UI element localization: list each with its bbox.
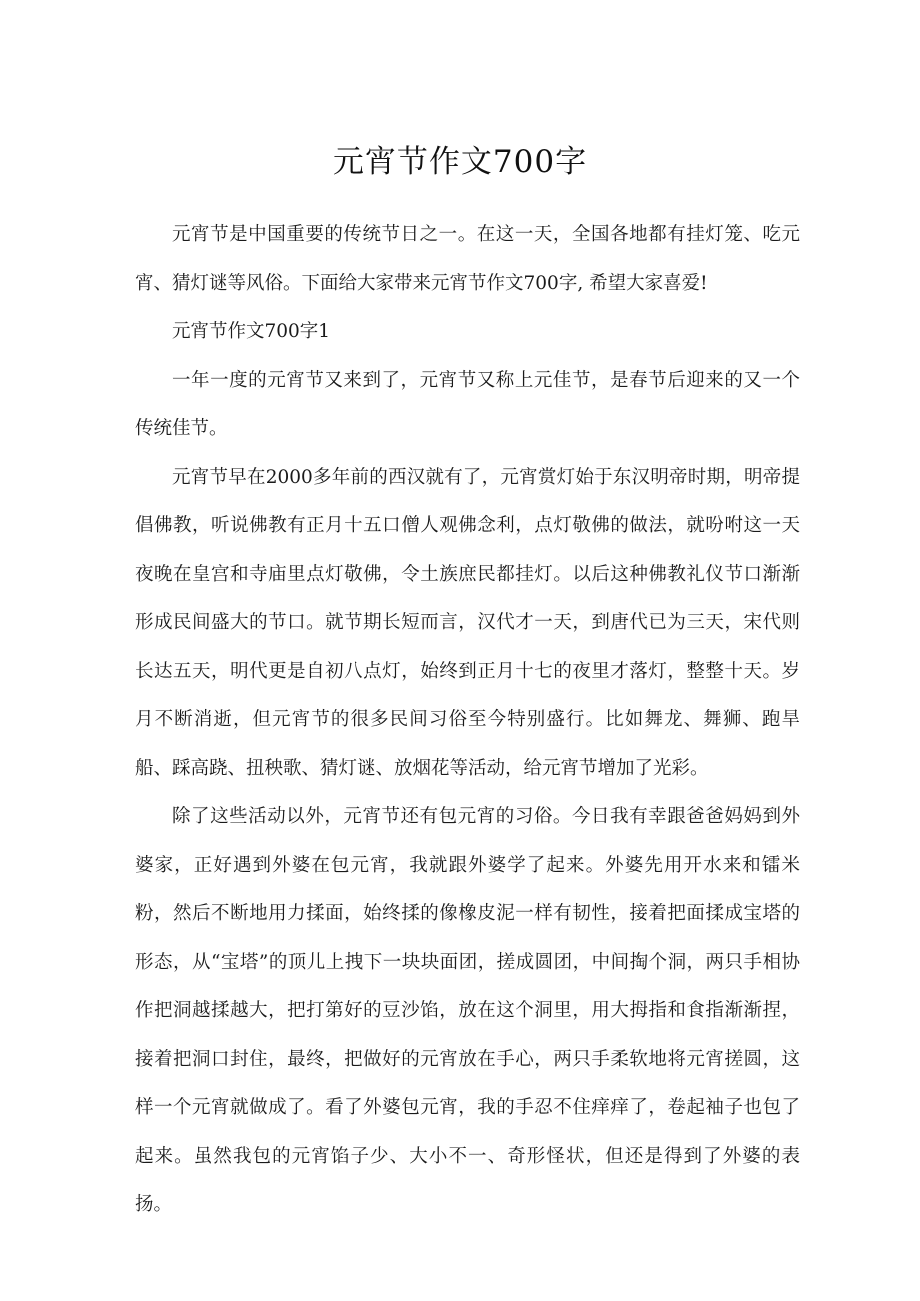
body-paragraph: 元宵节早在2000多年前的西汉就有了，元宵赏灯始于东汉明帝时期，明帝提倡佛教，听说佛教有正月十五口僧人观佛念利，点灯敬佛的做法，就吩咐这一天夜晚在皇宫和寺庙里点灯敬佛，令土族庶民都挂灯。以后这种佛教礼仪节口渐渐形成民间盛大的节口。就节期长短而言，汉代才一天，到唐代已为三天，宋代则长达五天，明代更是自初八点灯，始终到正月十七的夜里才落灯，整整十天。岁月不断消逝，但元宵节的很多民间习俗至今特别盛行。比如舞龙、舞狮、跑旱船、踩高跷、扭秧歌、猜灯谜、放烟花等活动，给元宵节增加了光彩。 [135,466,800,779]
body-paragraph: 一年一度的元宵节又来到了，元宵节又称上元佳节，是春节后迎来的又一个传统佳节。 [135,369,800,439]
body-paragraph: 除了这些活动以外，元宵节还有包元宵的习俗。今日我有幸跟爸爸妈妈到外婆家，正好遇到外婆在包元宵，我就跟外婆学了起来。外婆先用开水来和镭米粉，然后不断地用力揉面，始终揉的像橡皮泥一样有韧性，接着把面揉成宝塔的形态，从“宝塔”的顶儿上拽下一块块面团，搓成圆团，中间掏个洞，两只手相协作把洞越揉越大，把打第好的豆沙馅，放在这个洞里，用大拇指和食指渐渐捏，接着把洞口封住，最终，把做好的元宵放在手心，两只手柔软地将元宵搓圆，这样一个元宵就做成了。看了外婆包元宵，我的手忍不住痒痒了，卷起袖子也包了起来。虽然我包的元宵馅子少、大小不一、奇形怪状，但还是得到了外婆的表扬。 [135,806,800,1215]
section-title: 元宵节作文700字1 [172,321,331,342]
document-body [135,211,800,1230]
intro-paragraph: 元宵节是中国重要的传统节日之一。在这一天，全国各地都有挂灯笼、吃元宵、猜灯谜等风俗。下面给大家带来元宵节作文700字, 希望大家喜爱! [135,224,800,294]
document-title: 元宵节作文700字 [332,144,588,180]
